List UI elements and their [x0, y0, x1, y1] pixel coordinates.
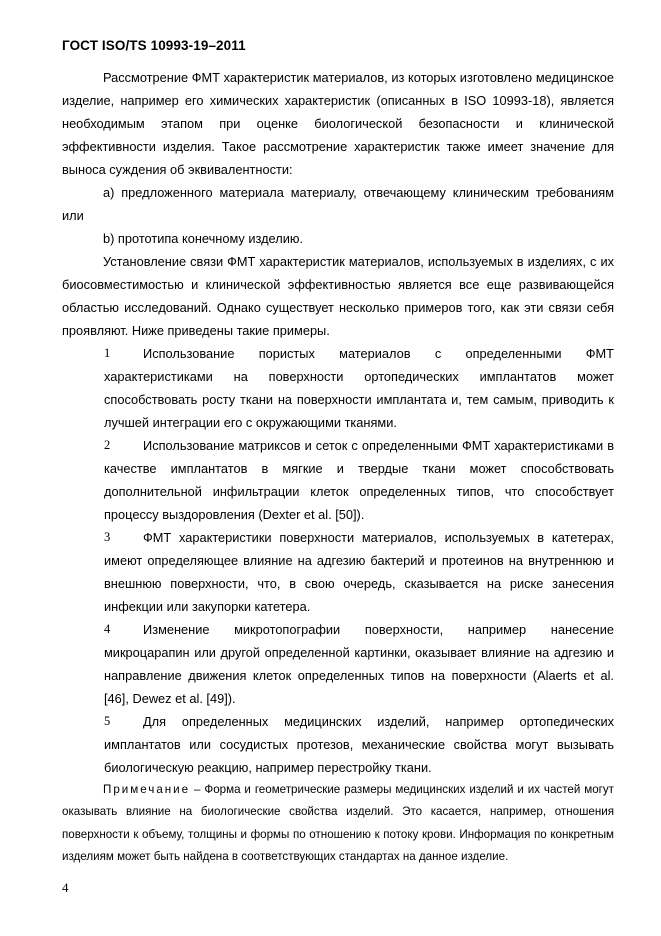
paragraph-intro: Рассмотрение ФМТ характеристик материалов, из которых изготовлено медицинское изделие, например его химических характеристик (описанных в ISO 10993-18), является необходимым этапом при оценке биологической безопасности и клинической эффективности изделия. Такое рассмотрение характеристик также имеет значение для выноса суждения об эквивалентности:	[62, 70, 614, 177]
example-item	[104, 342, 614, 434]
paragraph-relations: Установление связи ФМТ характеристик материалов, используемых в изделиях, с их биосовместимостью и клинической эффективностью является все еще развивающейся областью исследований. Однако существует несколько примеров того, как эти связи себя проявляют. Ниже приведены такие примеры.	[62, 254, 614, 338]
example-number: 5	[104, 714, 111, 728]
document-header: ГОСТ ISO/TS 10993-19–2011	[62, 38, 246, 53]
example-number: 1	[104, 346, 111, 360]
example-text: Изменение микротопографии поверхности, например нанесение микроцарапин или другой определенной картинки, оказывает влияние на адгезию и направление движения клеток определенных типов на поверхности (Alaerts et al. [46], Dewez et al. [49]).	[104, 622, 614, 706]
example-text: ФМТ характеристики поверхности материалов, используемых в катетерах, имеют определяющее влияние на адгезию бактерий и протеинов на внутреннюю и внешнюю поверхности, что, в свою очередь, сказывается на риске занесения инфекции или закупорки катетера.	[104, 530, 614, 614]
page-number: 4	[62, 880, 69, 895]
example-number: 2	[104, 438, 111, 452]
document-body	[62, 66, 614, 869]
example-text: Для определенных медицинских изделий, например ортопедических имплантатов или сосудистых протезов, механические свойства могут вызывать биологическую реакцию, например перестройку ткани.	[104, 714, 614, 775]
example-item	[104, 618, 614, 710]
example-text: Использование матриксов и сеток с определенными ФМТ характеристиками в качестве имплантатов в мягкие и твердые ткани может способствовать дополнительной инфильтрации клеток определенных типов, что способствует процессу выздоровления (Dexter et al. [50]).	[104, 438, 614, 522]
note-paragraph	[62, 779, 614, 869]
example-text: Использование пористых материалов с определенными ФМТ характеристиками на поверхности ортопедических имплантатов может способствовать росту ткани на поверхности имплантата и, тем самым, приводить к лучшей интеграции его с окружающими тканями.	[104, 346, 614, 430]
example-number: 3	[104, 530, 111, 544]
note-text: – Форма и геометрические размеры медицинских изделий и их частей могут оказывать влияние на биологические свойства изделий. Это касается, например, отношения поверхности к объему, толщины и формы по отношению к потоку крови. Информация по конкретным изделиям может быть найдена в соответствующих стандартах на данное изделие.	[62, 783, 614, 864]
list-item-b: b) прототипа конечному изделию.	[103, 231, 304, 246]
list-item-a: a) предложенного материала материалу, отвечающему клиническим требованиям или	[62, 185, 614, 223]
note-label: Примечание	[103, 783, 191, 796]
example-item	[104, 526, 614, 618]
example-item	[104, 434, 614, 526]
example-item	[104, 710, 614, 779]
example-number: 4	[104, 622, 111, 636]
